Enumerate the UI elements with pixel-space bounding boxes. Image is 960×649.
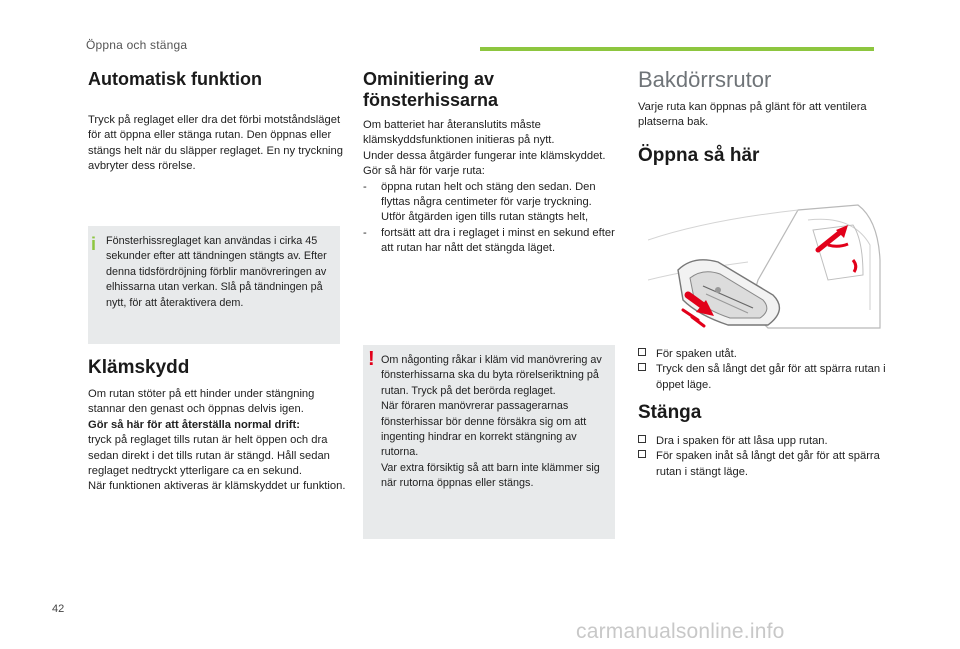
list-item: Dra i spaken för att låsa upp rutan. [638, 434, 888, 449]
checkbox-square-icon [638, 450, 646, 458]
heading-reinitialization: Ominitiering av fönsterhissarna [363, 69, 499, 110]
warning-box-text: Om någonting råkar i kläm vid manövrering av fönsterhissarna ska du byta rörelseriktning på rutan. Tryck på det berörda reglaget. När föraren manövrerar passagerarnas fönsterhissar bör denne försäkra sig om att ingenting hindrar en korrekt stängning av rutorna. Var extra försiktig så att barn inte klämmer sig när rutorna öppnas eller stängs. [381, 354, 602, 490]
page-number: 42 [52, 603, 65, 615]
list-item: För spaken inåt så långt det går för att spärra rutan i stängt läge. [638, 449, 888, 480]
pinch-text-block [88, 387, 346, 495]
checkbox-square-icon [638, 435, 646, 443]
watermark: carmanualsonline.info [576, 620, 785, 643]
list-item: - öppna rutan helt och stäng den sedan. Den flyttas några centimeter för varje tryckning. Utför åtgärden igen tills rutan stängts helt, [363, 180, 596, 224]
heading-rear-windows: Bakdörrsrutor [638, 67, 772, 92]
heading-open: Öppna så här [638, 145, 760, 166]
reinit-steps [363, 180, 617, 257]
open-steps [638, 347, 888, 393]
heading-close: Stänga [638, 402, 702, 423]
checkbox-square-icon [638, 348, 646, 356]
list-item: Tryck den så långt det går för att spärra rutan i öppet läge. [638, 362, 888, 393]
list-item: För spaken utåt. [638, 347, 888, 362]
reinit-intro-3: Gör så här för varje ruta: [363, 165, 485, 178]
door-panel-drawing [648, 200, 888, 335]
reinit-text-block [363, 118, 617, 257]
rear-window-lever-illustration [648, 200, 888, 335]
info-box [88, 226, 340, 344]
heading-automatic-function: Automatisk funktion [88, 69, 262, 89]
info-icon: i [91, 234, 97, 254]
section-accent-bar [480, 47, 874, 51]
pinch-text-1: Om rutan stöter på ett hinder under stängning stannar den genast och öppnas delvis igen. [88, 388, 315, 416]
section-title: Öppna och stänga [86, 38, 188, 52]
pinch-text-2: tryck på reglaget tills rutan är helt öppen och dra sedan direkt i det tills rutan är stängd. Håll sedan reglaget nedtryckt ytterligare ca en sekund. [88, 434, 330, 478]
reinit-intro: Om batteriet har återanslutits måste klämskyddsfunktionen initieras på nytt. [363, 119, 555, 147]
automatic-function-text: Tryck på reglaget eller dra det förbi motståndsläget för att öppna eller stänga rutan. Den öppnas eller stängs helt när du släpper reglaget. En ny tryckning avbryter dess rörelse. [88, 114, 343, 173]
reinit-intro-2: Under dessa åtgärder fungerar inte klämskyddet. [363, 149, 606, 162]
list-item: - fortsätt att dra i reglaget i minst en sekund efter att rutan har nått det stängda läget. [363, 226, 615, 255]
rear-windows-text: Varje ruta kan öppnas på glänt för att ventilera platserna bak. [638, 101, 867, 129]
pinch-reset-heading: Gör så här för att återställa normal drift: [88, 418, 300, 431]
info-box-text: Fönsterhissreglaget kan användas i cirka 45 sekunder efter att tändningen stängts av. Efter denna tidsfördröjning förblir manövreringen av elhissarna utan verkan. Slå på tändningen på nytt, för att återaktivera dem. [106, 235, 327, 309]
close-steps [638, 434, 888, 480]
pinch-text-3: När funktionen aktiveras är klämskyddet ur funktion. [88, 480, 346, 493]
warning-box [363, 345, 615, 539]
warning-icon: ! [368, 348, 375, 370]
checkbox-square-icon [638, 363, 646, 371]
heading-pinch-protection: Klämskydd [88, 357, 190, 378]
